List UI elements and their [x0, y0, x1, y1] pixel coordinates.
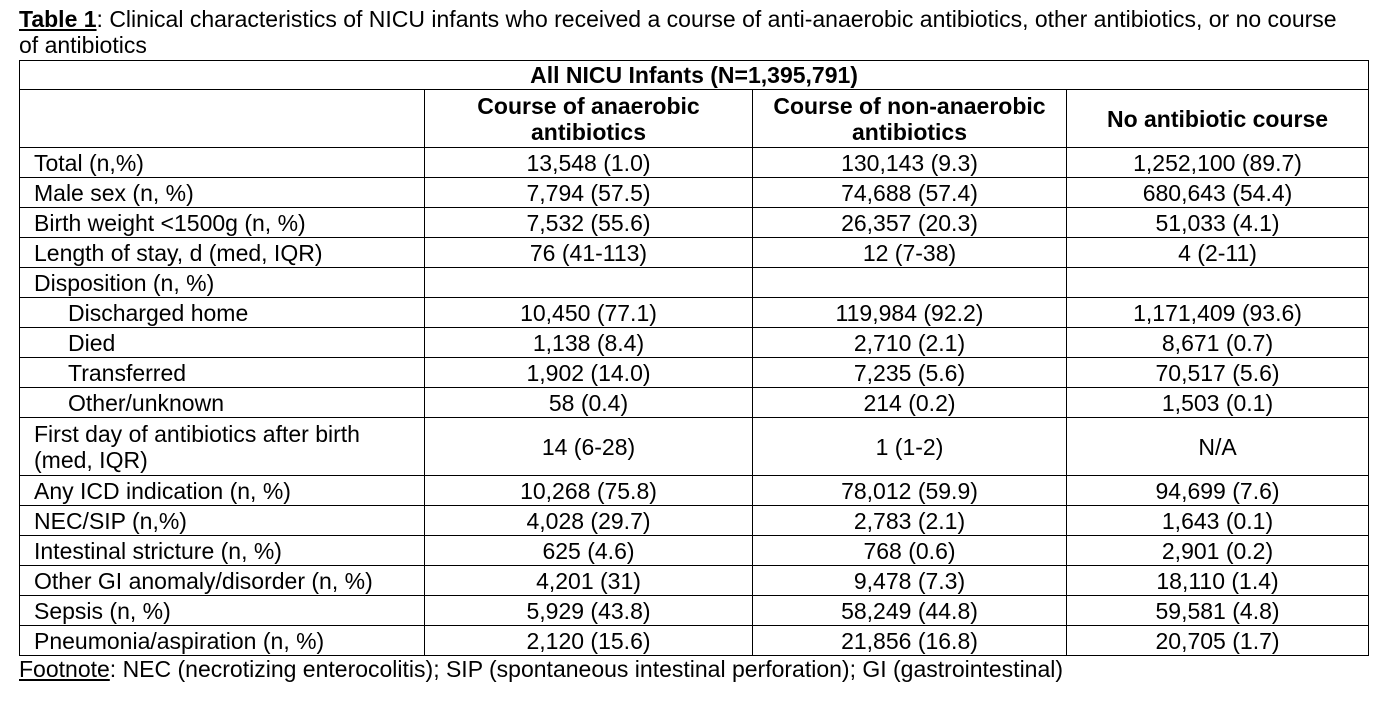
cell-no-antibiotic: 8,671 (0.7) [1067, 328, 1369, 358]
row-label: Other/unknown [20, 388, 425, 418]
cell-anaerobic: 1,138 (8.4) [425, 328, 753, 358]
caption-label: Table 1 [19, 6, 97, 32]
cell-anaerobic: 7,532 (55.6) [425, 208, 753, 238]
row-label: Transferred [20, 358, 425, 388]
row-label: Length of stay, d (med, IQR) [20, 238, 425, 268]
cell-no-antibiotic: 20,705 (1.7) [1067, 626, 1369, 656]
row-label: Birth weight <1500g (n, %) [20, 208, 425, 238]
clinical-characteristics-table [19, 60, 1369, 656]
row-label: Total (n,%) [20, 148, 425, 178]
column-header-anaerobic: Course of anaerobic antibiotics [425, 90, 753, 148]
table-row [20, 506, 1369, 536]
cell-non-anaerobic: 12 (7-38) [753, 238, 1067, 268]
table-row [20, 418, 1369, 476]
row-label: First day of antibiotics after birth (med, IQR) [20, 418, 425, 476]
table-row [20, 476, 1369, 506]
cell-anaerobic: 14 (6-28) [425, 418, 753, 476]
cell-anaerobic: 13,548 (1.0) [425, 148, 753, 178]
cell-anaerobic: 76 (41-113) [425, 238, 753, 268]
row-label: Intestinal stricture (n, %) [20, 536, 425, 566]
footnote-label: Footnote [19, 656, 110, 682]
cell-non-anaerobic: 768 (0.6) [753, 536, 1067, 566]
table-row [20, 536, 1369, 566]
cell-anaerobic: 5,929 (43.8) [425, 596, 753, 626]
cell-no-antibiotic: 1,503 (0.1) [1067, 388, 1369, 418]
cell-non-anaerobic [753, 268, 1067, 298]
cell-no-antibiotic: 59,581 (4.8) [1067, 596, 1369, 626]
cell-non-anaerobic: 7,235 (5.6) [753, 358, 1067, 388]
table-row [20, 148, 1369, 178]
cell-anaerobic: 7,794 (57.5) [425, 178, 753, 208]
row-label: Died [20, 328, 425, 358]
cell-anaerobic: 4,201 (31) [425, 566, 753, 596]
cell-non-anaerobic: 78,012 (59.9) [753, 476, 1067, 506]
table-row [20, 178, 1369, 208]
cell-no-antibiotic: 1,252,100 (89.7) [1067, 148, 1369, 178]
table-row [20, 596, 1369, 626]
column-header-no-antibiotic: No antibiotic course [1067, 90, 1369, 148]
table-row [20, 208, 1369, 238]
row-label: Discharged home [20, 298, 425, 328]
cell-anaerobic: 2,120 (15.6) [425, 626, 753, 656]
cell-no-antibiotic: 1,171,409 (93.6) [1067, 298, 1369, 328]
cell-no-antibiotic: 94,699 (7.6) [1067, 476, 1369, 506]
cell-anaerobic [425, 268, 753, 298]
cell-anaerobic: 10,450 (77.1) [425, 298, 753, 328]
cell-non-anaerobic: 58,249 (44.8) [753, 596, 1067, 626]
cell-no-antibiotic: 70,517 (5.6) [1067, 358, 1369, 388]
table-row [20, 298, 1369, 328]
row-label: Disposition (n, %) [20, 268, 425, 298]
cell-non-anaerobic: 9,478 (7.3) [753, 566, 1067, 596]
table-row [20, 388, 1369, 418]
cell-non-anaerobic: 74,688 (57.4) [753, 178, 1067, 208]
cell-non-anaerobic: 26,357 (20.3) [753, 208, 1067, 238]
cell-non-anaerobic: 1 (1-2) [753, 418, 1067, 476]
cell-no-antibiotic: 1,643 (0.1) [1067, 506, 1369, 536]
group-header: All NICU Infants (N=1,395,791) [20, 61, 1369, 90]
table-footnote [19, 656, 1386, 682]
table-row [20, 268, 1369, 298]
cell-non-anaerobic: 2,710 (2.1) [753, 328, 1067, 358]
cell-non-anaerobic: 214 (0.2) [753, 388, 1067, 418]
table-row [20, 626, 1369, 656]
cell-no-antibiotic: N/A [1067, 418, 1369, 476]
cell-no-antibiotic: 18,110 (1.4) [1067, 566, 1369, 596]
row-label: Male sex (n, %) [20, 178, 425, 208]
cell-no-antibiotic: 4 (2-11) [1067, 238, 1369, 268]
row-label: Any ICD indication (n, %) [20, 476, 425, 506]
cell-anaerobic: 58 (0.4) [425, 388, 753, 418]
cell-no-antibiotic [1067, 268, 1369, 298]
cell-non-anaerobic: 119,984 (92.2) [753, 298, 1067, 328]
column-header-non-anaerobic: Course of non-anaerobic antibiotics [753, 90, 1067, 148]
row-label: NEC/SIP (n,%) [20, 506, 425, 536]
row-label: Sepsis (n, %) [20, 596, 425, 626]
cell-non-anaerobic: 2,783 (2.1) [753, 506, 1067, 536]
cell-anaerobic: 10,268 (75.8) [425, 476, 753, 506]
cell-non-anaerobic: 130,143 (9.3) [753, 148, 1067, 178]
cell-no-antibiotic: 2,901 (0.2) [1067, 536, 1369, 566]
cell-no-antibiotic: 51,033 (4.1) [1067, 208, 1369, 238]
column-header-label [20, 90, 425, 148]
caption-text: : Clinical characteristics of NICU infants who received a course of anti-anaerobic antibiotics, other antibiotics, or no course of antibiotics [19, 6, 1337, 58]
row-label: Other GI anomaly/disorder (n, %) [20, 566, 425, 596]
table-row [20, 358, 1369, 388]
cell-non-anaerobic: 21,856 (16.8) [753, 626, 1067, 656]
table-row [20, 328, 1369, 358]
table-row [20, 238, 1369, 268]
footnote-text: : NEC (necrotizing enterocolitis); SIP (spontaneous intestinal perforation); GI (gastrointestinal) [109, 656, 1064, 682]
cell-anaerobic: 1,902 (14.0) [425, 358, 753, 388]
cell-anaerobic: 625 (4.6) [425, 536, 753, 566]
cell-no-antibiotic: 680,643 (54.4) [1067, 178, 1369, 208]
row-label: Pneumonia/aspiration (n, %) [20, 626, 425, 656]
table-row [20, 566, 1369, 596]
cell-anaerobic: 4,028 (29.7) [425, 506, 753, 536]
table-caption [19, 6, 1349, 58]
